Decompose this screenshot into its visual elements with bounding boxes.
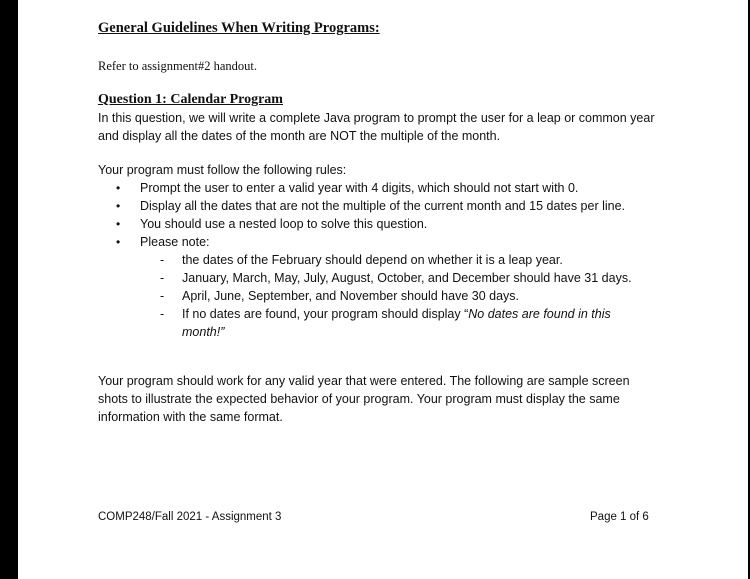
main-heading: General Guidelines When Writing Programs: [98, 20, 380, 36]
list-item [140, 287, 640, 305]
bullet-icon: • [116, 235, 121, 249]
list-item [112, 233, 652, 341]
list-item [112, 179, 652, 197]
rules-list [112, 179, 652, 341]
note-text: the dates of the February should depend on whether it is a leap year. [182, 253, 563, 267]
document-page [18, 0, 748, 579]
note-text-italic: No dates are found in this month!” [182, 307, 611, 339]
dash-icon: - [160, 289, 165, 303]
bullet-text: Prompt the user to enter a valid year with 4 digits, which should not start with 0. [140, 181, 579, 195]
dash-icon: - [160, 253, 165, 267]
dash-icon: - [160, 271, 165, 285]
note-text-prefix: If no dates are found, your program should display “ [182, 307, 469, 321]
list-item [112, 197, 652, 215]
bullet-icon: • [116, 199, 121, 213]
bullet-icon: • [116, 181, 121, 195]
list-item [112, 215, 652, 233]
list-item [140, 251, 640, 269]
bullet-text: You should use a nested loop to solve this question. [140, 217, 428, 231]
rules-intro: Your program must follow the following rules: [98, 163, 347, 177]
notes-list [140, 251, 640, 341]
bullet-icon: • [116, 217, 121, 231]
bullet-text: Please note: [140, 235, 210, 249]
list-item [140, 305, 640, 341]
list-item [140, 269, 640, 287]
question-title: Question 1: Calendar Program [98, 92, 283, 107]
footer-course: COMP248/Fall 2021 - Assignment 3 [98, 511, 282, 523]
dash-icon: - [160, 307, 165, 321]
refer-text: Refer to assignment#2 handout. [98, 59, 257, 73]
note-text: January, March, May, July, August, October, and December should have 31 days. [182, 271, 632, 285]
intro-paragraph: In this question, we will write a complete Java program to prompt the user for a leap or common year and display all the dates of the month are NOT the multiple of the month. [98, 111, 655, 143]
closing-paragraph: Your program should work for any valid year that were entered. The following are sample screen shots to illustrate the expected behavior of your program. Your program must display the same information with the same format. [98, 374, 630, 424]
note-text: April, June, September, and November should have 30 days. [182, 289, 520, 303]
bullet-text: Display all the dates that are not the multiple of the current month and 15 dates per line. [140, 199, 626, 213]
footer-page-number: Page 1 of 6 [590, 511, 649, 523]
